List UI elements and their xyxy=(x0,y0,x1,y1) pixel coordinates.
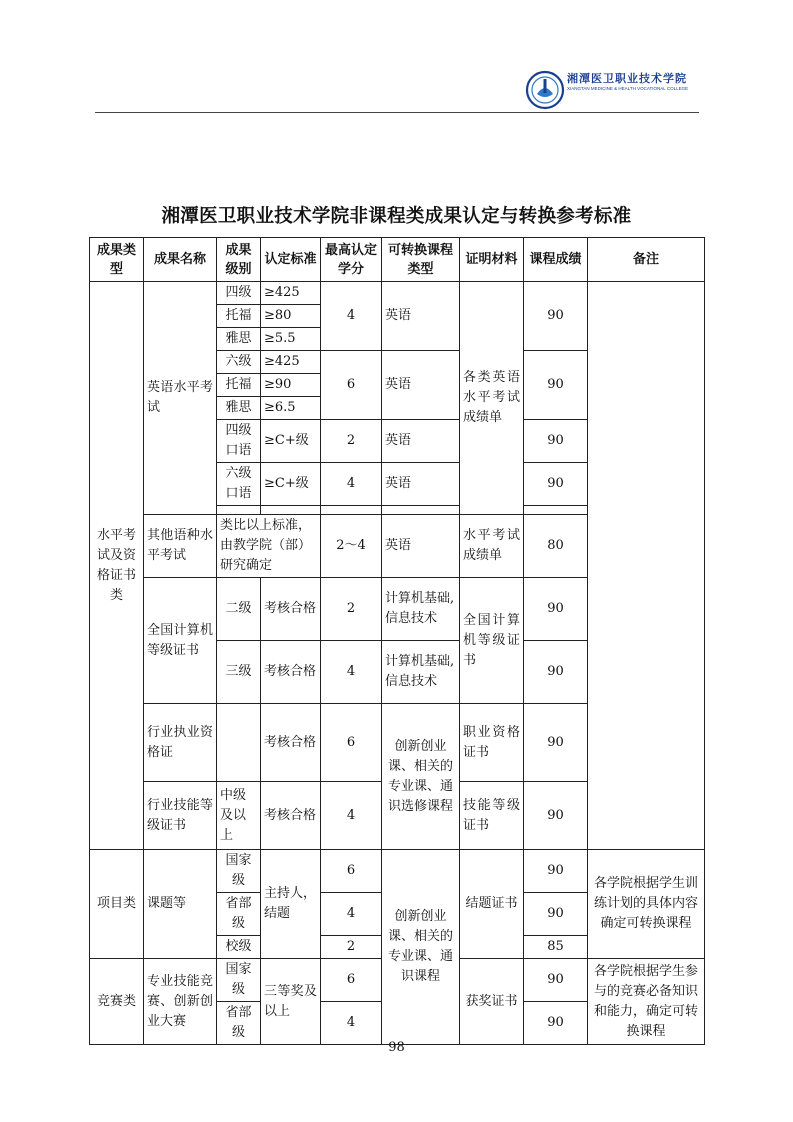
grade-cell: 90 xyxy=(524,578,588,641)
grade-cell: 90 xyxy=(524,893,588,936)
proof-cell: 技能等级证书 xyxy=(460,782,524,850)
grade-cell: 90 xyxy=(524,959,588,1002)
standard-cell: ≥425 xyxy=(261,351,321,374)
proof-cell: 职业资格证书 xyxy=(460,704,524,782)
credit-cell: 2 xyxy=(321,578,382,641)
achievement-name-cell: 全国计算机等级证书 xyxy=(144,578,217,704)
grade-cell: 90 xyxy=(524,641,588,704)
college-logo xyxy=(525,66,725,112)
category-cell: 竞赛类 xyxy=(90,959,144,1045)
course-type-cell: 创新创业课、相关的专业课、通识课程 xyxy=(382,850,460,1045)
header-cell: 证明材料 xyxy=(460,238,524,282)
table-row xyxy=(90,282,705,305)
header-cell: 可转换课程类型 xyxy=(382,238,460,282)
standard-cell: ≥5.5 xyxy=(261,328,321,351)
credit-cell: 4 xyxy=(321,463,382,506)
grade-cell: 90 xyxy=(524,351,588,420)
grade-cell: 80 xyxy=(524,515,588,578)
table-row xyxy=(90,850,705,893)
grade-cell: 90 xyxy=(524,282,588,351)
credit-cell: 4 xyxy=(321,893,382,936)
level-cell: 国家级 xyxy=(217,850,261,893)
credit-cell: 6 xyxy=(321,351,382,420)
grade-cell: 90 xyxy=(524,463,588,506)
grade-cell: 90 xyxy=(524,420,588,463)
course-type-cell: 计算机基础,信息技术 xyxy=(382,578,460,641)
standard-cell: ≥C+级 xyxy=(261,420,321,463)
standard-cell: ≥90 xyxy=(261,374,321,397)
credit-conversion-table xyxy=(89,237,705,1045)
standard-cell: 考核合格 xyxy=(261,704,321,782)
note-cell: 各学院根据学生训练计划的具体内容确定可转换课程 xyxy=(588,850,705,959)
level-cell: 校级 xyxy=(217,936,261,959)
standard-cell: ≥80 xyxy=(261,305,321,328)
course-type-cell: 计算机基础,信息技术 xyxy=(382,641,460,704)
level-cell: 国家级 xyxy=(217,959,261,1002)
standard-cell: 考核合格 xyxy=(261,782,321,850)
credit-cell: 4 xyxy=(321,782,382,850)
grade-cell: 85 xyxy=(524,936,588,959)
credit-cell: 6 xyxy=(321,704,382,782)
achievement-name-cell: 行业技能等级证书 xyxy=(144,782,217,850)
level-cell: 二级 xyxy=(217,578,261,641)
header-cell: 最高认定学分 xyxy=(321,238,382,282)
note-cell xyxy=(588,282,705,850)
standard-cell: 考核合格 xyxy=(261,641,321,704)
category-cell: 水平考试及资格证书类 xyxy=(90,282,144,850)
level-cell: 六级口语 xyxy=(217,463,261,506)
header-divider xyxy=(95,112,699,113)
achievement-name-cell: 课题等 xyxy=(144,850,217,959)
level-cell: 托福 xyxy=(217,305,261,328)
header-cell: 备注 xyxy=(588,238,705,282)
course-type-cell: 英语 xyxy=(382,515,460,578)
achievement-name-cell: 专业技能竞赛、创新创业大赛 xyxy=(144,959,217,1045)
level-cell: 六级 xyxy=(217,351,261,374)
proof-cell: 获奖证书 xyxy=(460,959,524,1045)
level-cell: 省部级 xyxy=(217,1002,261,1045)
credit-cell: 2 xyxy=(321,936,382,959)
course-type-cell: 英语 xyxy=(382,351,460,420)
header-cell: 成果级别 xyxy=(217,238,261,282)
level-cell: 中级及以上 xyxy=(217,782,261,850)
grade-cell: 90 xyxy=(524,782,588,850)
proof-cell: 结题证书 xyxy=(460,850,524,959)
header-cell: 成果类型 xyxy=(90,238,144,282)
level-cell: 四级口语 xyxy=(217,420,261,463)
credit-cell: 4 xyxy=(321,1002,382,1045)
course-type-cell: 英语 xyxy=(382,282,460,351)
note-cell: 各学院根据学生参与的竞赛必备知识和能力，确定可转换课程 xyxy=(588,959,705,1045)
standard-cell: ≥C+级 xyxy=(261,463,321,506)
grade-cell: 90 xyxy=(524,704,588,782)
grade-cell: 90 xyxy=(524,1002,588,1045)
achievement-name-cell: 英语水平考试 xyxy=(144,282,217,515)
header-cell: 认定标准 xyxy=(261,238,321,282)
proof-cell: 全国计算机等级证书 xyxy=(460,578,524,704)
level-cell: 四级 xyxy=(217,282,261,305)
grade-cell: 90 xyxy=(524,850,588,893)
achievement-name-cell: 行业执业资格证 xyxy=(144,704,217,782)
credit-cell: 2～4 xyxy=(321,515,382,578)
course-type-cell: 英语 xyxy=(382,420,460,463)
credit-cell: 2 xyxy=(321,420,382,463)
course-type-cell: 创新创业课、相关的专业课、通识选修课程 xyxy=(382,704,460,850)
logo-college-english: XIANGTAN MEDICINE & HEALTH VOCATIONAL COLLEGE xyxy=(567,86,689,91)
page-number: 98 xyxy=(388,1040,405,1055)
standard-cell: 三等奖及以上 xyxy=(261,959,321,1045)
page-title: 湘潭医卫职业技术学院非课程类成果认定与转换参考标准 xyxy=(161,206,632,227)
proof-cell: 各类英语水平考试成绩单 xyxy=(460,282,524,515)
header-cell: 成果名称 xyxy=(144,238,217,282)
level-cell: 托福 xyxy=(217,374,261,397)
level-cell: 省部级 xyxy=(217,893,261,936)
level-cell: 雅思 xyxy=(217,328,261,351)
header-cell: 课程成绩 xyxy=(524,238,588,282)
credit-cell: 6 xyxy=(321,850,382,893)
credit-cell: 4 xyxy=(321,282,382,351)
table-header-row xyxy=(90,238,705,282)
standard-cell: ≥6.5 xyxy=(261,397,321,420)
level-cell: 三级 xyxy=(217,641,261,704)
credit-cell: 6 xyxy=(321,959,382,1002)
standard-cell: 类比以上标准，由教学院（部）研究确定 xyxy=(217,515,321,578)
standard-cell: ≥425 xyxy=(261,282,321,305)
course-type-cell: 英语 xyxy=(382,463,460,506)
standard-cell: 主持人，结题 xyxy=(261,850,321,959)
credit-cell: 4 xyxy=(321,641,382,704)
college-emblem-icon xyxy=(525,70,565,110)
proof-cell: 水平考试成绩单 xyxy=(460,515,524,578)
achievement-name-cell: 其他语种水平考试 xyxy=(144,515,217,578)
level-cell: 雅思 xyxy=(217,397,261,420)
standard-cell: 考核合格 xyxy=(261,578,321,641)
logo-college-name: 湘潭医卫职业技术学院 xyxy=(567,72,687,85)
level-cell xyxy=(217,704,261,782)
category-cell: 项目类 xyxy=(90,850,144,959)
